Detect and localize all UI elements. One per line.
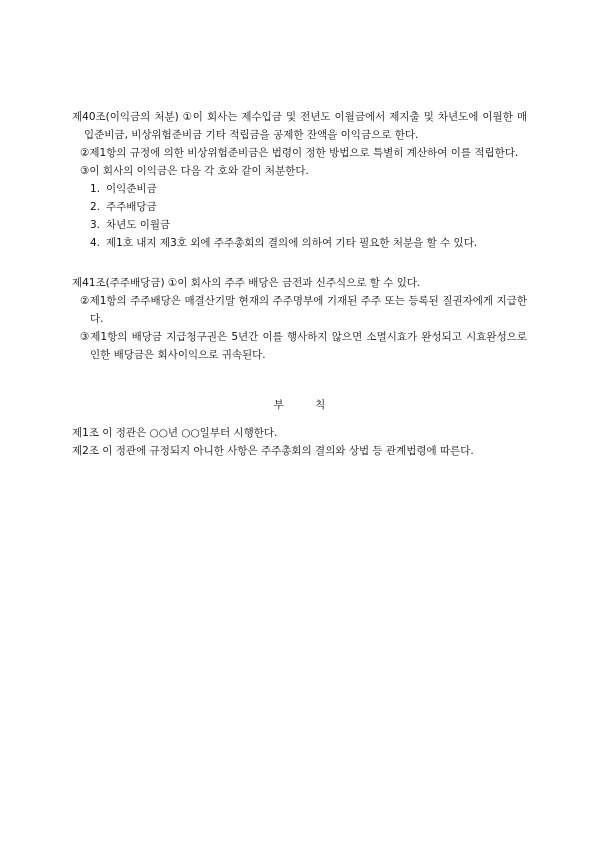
item-text: 이익준비금 bbox=[106, 183, 157, 195]
article-40-clause-2: ②제1항의 규정에 의한 비상위험준비금은 법령이 정한 방법으로 특별히 계산하여 이를 적립한다. bbox=[80, 147, 519, 159]
supplementary-provisions bbox=[72, 424, 527, 460]
supplementary-article-1: 제1조 이 정관은 ○○년 ○○일부터 시행한다. bbox=[72, 427, 278, 439]
list-item bbox=[72, 198, 527, 216]
list-item bbox=[72, 216, 527, 234]
supplementary-article-2: 제2조 이 정관에 규정되지 아니한 사항은 주주총회의 결의와 상법 등 관계법령에 따른다. bbox=[72, 445, 474, 457]
article-41-clause-1: ①이 회사의 주주 배당은 금전과 신주식으로 할 수 있다. bbox=[167, 277, 421, 289]
article-40-paragraph-1 bbox=[72, 108, 527, 144]
document-body bbox=[72, 108, 527, 460]
article-40-heading: 제40조(이익금의 처분) bbox=[72, 111, 179, 123]
list-item bbox=[72, 180, 527, 198]
list-item bbox=[72, 234, 527, 252]
article-spacer bbox=[72, 252, 527, 274]
article-41-paragraph-1 bbox=[72, 274, 527, 292]
article-40-clause-1: ①이 회사는 제수입금 및 전년도 이월금에서 제지출 및 차년도에 이월한 매입준비금, 비상위험준비금 기타 적립금을 공제한 잔액을 이익금으로 한다. bbox=[84, 111, 527, 141]
item-text: 차년도 이월금 bbox=[106, 219, 171, 231]
item-number: 4. bbox=[90, 237, 101, 249]
article-40-clause-3: ③이 회사의 이익금은 다음 각 호와 같이 처분한다. bbox=[80, 165, 309, 177]
article-40-item-list bbox=[72, 180, 527, 252]
article-41-clause-3: ③제1항의 배당금 지급청구권은 5년간 이를 행사하지 않으면 소멸시효가 완성되고 시효완성으로 인한 배당금은 회사이익으로 귀속된다. bbox=[80, 331, 527, 361]
item-text: 제1호 내지 제3호 외에 주주총회의 결의에 의하여 기타 필요한 처분을 할 수 있다. bbox=[106, 237, 478, 249]
item-text: 주주배당금 bbox=[106, 201, 157, 213]
supplementary-title: 부 칙 bbox=[273, 399, 340, 411]
article-41 bbox=[72, 274, 527, 364]
item-number: 1. bbox=[90, 183, 101, 195]
item-number: 3. bbox=[90, 219, 101, 231]
item-number: 2. bbox=[90, 201, 101, 213]
article-41-clause-2: ②제1항의 주주배당은 매결산기말 현재의 주주명부에 기재된 주주 또는 등록된 질권자에게 지급한다. bbox=[80, 295, 527, 325]
article-40 bbox=[72, 108, 527, 252]
article-41-heading: 제41조(주주배당금) bbox=[72, 277, 165, 289]
